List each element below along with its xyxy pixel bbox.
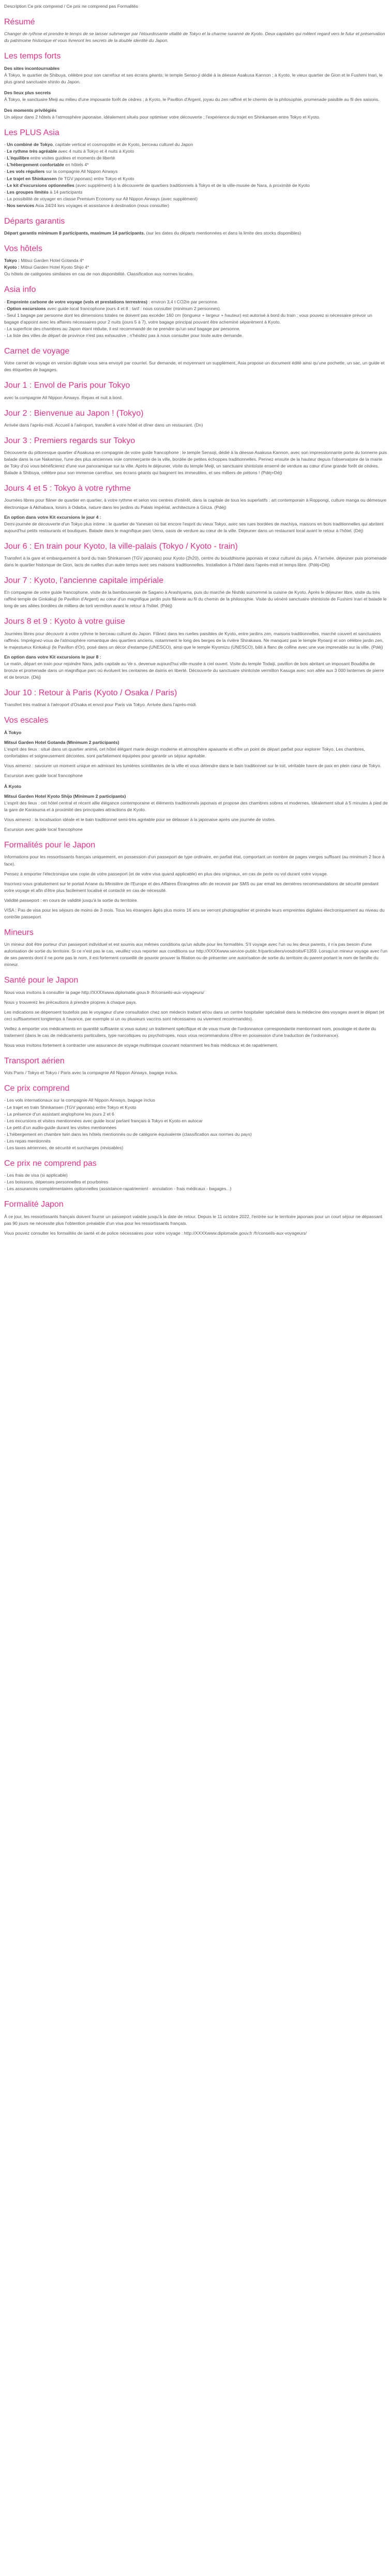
formalites-text: Validité passeport : en cours de validité jusqu'à la sortie du territoire. [4, 897, 138, 903]
day-section [4, 408, 388, 429]
day-section [4, 484, 388, 534]
plus-item [4, 175, 388, 182]
hotels-note: Ou hôtels de catégories similaires en cas de non disponibilité. Classification aux normes locales. [4, 271, 194, 277]
escales-title: Vos escales [4, 716, 49, 725]
departs-text [4, 230, 388, 237]
plus-item-text: (le TGV japonais) entre Tokyo et Kyoto [56, 175, 134, 181]
asia-info-title: Asia info [4, 285, 36, 295]
forts-group [4, 65, 388, 85]
plus-item-text: en hôtels 4* [64, 162, 89, 168]
plus-item-text: La possibilité de voyager en classe Premium Economy sur All Nippon Airways (avec supplément) [7, 196, 198, 201]
day-title: Jour 10 : Retour à Paris (Kyoto / Osaka / Paris) [4, 689, 177, 698]
list-dash: - [4, 1138, 7, 1144]
day-section [4, 541, 388, 568]
escale-hotel-name: Mitsui Garden Hotel Gotanda (Minimum 2 participants) [4, 739, 119, 745]
day-text: Demi-journée de découverte d'un Tokyo plus intime : le quartier de Yanesen où bat encore l'esprit du vieux Tokyo, avec ses rues bordées de machiya, maisons en bois traditionnelles qui abritent aujourd'hui petits restaurants et boutiques. Balade dans le magnifique parc Ueno, oasis de verdure au cœur de la ville. Déjeuner dans un restaurant local avant le retour à l'hôtel. (Déj) [4, 521, 384, 533]
forts-group-heading: Des moments privilégiés [4, 107, 57, 113]
plus-item-bold: Le rythme très agréable [7, 149, 57, 154]
plus-item [4, 202, 388, 209]
plus-item-text: , capitale vertical et cosmopolite et de Kyoto, berceau culturel du Japon [52, 142, 193, 148]
list-dash: - [4, 1145, 7, 1150]
comprend-item-text: La présence d'un assistant anglophone les jours 2 et 6 [7, 1111, 114, 1117]
list-dash: - [4, 182, 7, 188]
day-title: Jours 8 et 9 : Kyoto à votre guise [4, 617, 125, 626]
sante-text: Nous vous invitons à consulter la page http://XXXXwww.diplomatie.gouv.fr /fr/conseils-aux-voyageurs/ [4, 989, 204, 995]
list-dash: - [4, 142, 7, 148]
asia-info-item-bold: Empreinte carbone de votre voyage (vols et prestations terrestres) [7, 299, 148, 304]
sante-list [4, 989, 388, 1049]
day-text: Journées libres pour flâner de quartier en quartier, à votre rythme et selon vos centres d'intérêt, dans la capitale de tous les superlatifs : art contemporain à Roppongi, culture manga ou démesure électronique à Akihabara, loisirs à Odaiba, nature dans les jardins du Palais impérial, architecture à Ginza. (Pdéj) [4, 497, 387, 510]
transport-section [4, 1056, 388, 1076]
asia-info-item-text: avec guide local francophone jours 4 et 8 : tarif : nous consulter (minimum 2 personnes). [46, 305, 221, 311]
plus-asia-list [4, 141, 388, 209]
list-dash: - [4, 1104, 7, 1110]
comprend-item-text: Les vols internationaux sur la compagnie All Nippon Airways, bagage inclus [7, 1097, 155, 1103]
day-section [4, 380, 388, 401]
day-text: Transfert très matinal à l'aéroport d'Osaka et envol pour Paris via Tokyo. Arrivée dans l'après-midi. [4, 702, 197, 708]
list-dash: - [4, 1186, 7, 1192]
plus-item-bold: Les vols réguliers [7, 169, 45, 174]
sante-text: Veillez à emporter vos médicaments en quantité suffisante si vous suivez un traitement spécifique et de vous munir de l'ordonnance correspondante mentionnant nom, posologie et durée du traitement (dans le cas de médicaments particuliers, type narcotiques ou psychotropes, nous vous recommandons d'être en possession d'une traduction de l'ordonnance). [4, 1026, 376, 1038]
list-dash: - [4, 1173, 7, 1178]
temps-forts-title: Les temps forts [4, 52, 61, 61]
day-title: Jours 4 et 5 : Tokyo à votre rythme [4, 484, 131, 493]
ne-comprend-item [4, 1179, 388, 1185]
transport-title: Transport aérien [4, 1057, 65, 1065]
day-text: Le matin, départ en train pour rejoindre Nara, jadis capitale au Ve s. devenue aujourd'hui ville-musée à ciel ouvert. Visite du temple Todaiji, pavillon de bois abritant un imposant Bouddha de bronze et promenade dans un magnifique parc où évoluent les centaines de daims en liberté. Découverte du sanctuaire shintoïste vermillon Kasuga avec son allée aux 3 000 lanternes de pierre et de bronze. (Déj) [4, 661, 384, 680]
comprend-item [4, 1118, 388, 1124]
asia-info-item [4, 332, 388, 339]
day-section [4, 617, 388, 681]
resume-title: Résumé [4, 18, 35, 27]
document-page [0, 0, 392, 1248]
forts-group [4, 90, 388, 103]
temps-forts-section [4, 51, 388, 121]
day-text: En compagnie de votre guide francophone, visite de la bambouseraie de Sagano à Arashiyama, puis du marché de Nishiki surnommé la cuisine de Kyoto. Après le déjeuner libre, visite du très raffiné temple de Ginkakuji (le Pavillon d'Argent) au cœur d'un magnifique jardin puis flânerie au fil du chemin de la philosophie. Visite du vénéré sanctuaire shintoïste de Fushimi Inari et balade le long de ses allées bordées de milliers de torii vermillon avant le retour à l'hôtel. (Pdéj) [4, 590, 387, 609]
ne-comprend-item [4, 1185, 388, 1192]
list-dash: - [4, 155, 7, 161]
day-text: Découverte du pittoresque quartier d'Asakusa en compagnie de votre guide francophone : le temple Sensoji, dédié à la déesse Asakusa Kannon, avec son impressionnante porte du tonnerre puis balade dans la rue Nakamise, l'une des plus anciennes voie commerçante de la ville, bordée de petites échoppes traditionnelles. Pennez ensuite de la hauteur depuis l'observatoire de la mairie de Toky d'où vous bénéficierez d'une vue panoramique sur la ville. Après le déjeuner, visite du temple Meiji, un sanctuaire shintoïste enserré de verdure au cœur d'une grande forêt de cèdres. Balade à Shibuya, célèbre pour son immense carrefour, ses écrans géants qui baignent les immeubles, et ses milliers de piétons ! (Pdéj+Déj) [4, 450, 387, 476]
hotels-title: Vos hôtels [4, 244, 42, 254]
ne-comprend-item-text: Les boissons, dépenses personnelles et pourboires [7, 1179, 109, 1185]
escale-text: L'esprit des lieux : situé dans un quartier animé, cet hôtel élégant marie design moderne et atmosphère apaisante et offre un point de départ parfait pour explorer Tokyo. Les chambres, confortables et soigneusement décorées, sont parfaitement équipées pour garantir un séjour agréable. [4, 746, 365, 758]
list-dash: - [4, 202, 7, 208]
list-dash: - [4, 299, 7, 304]
day-title: Jour 3 : Premiers regards sur Tokyo [4, 436, 135, 445]
escale-city: À Tokyo [4, 729, 22, 735]
plus-item-text: Asia 24/24 lors voyages et assistance à destination (nous consulter) [34, 202, 170, 208]
hotel-item [4, 264, 388, 271]
asia-info-item-text: La superficie des chambres au Japon étant réduite, il est recommandé de ne prendre qu'un seul bagage par personne. [7, 326, 240, 331]
forts-group [4, 107, 388, 121]
plus-item [4, 155, 388, 162]
comprend-item [4, 1111, 388, 1118]
sante-text: Nous y trouverez les précautions à prendre propres à chaque pays. [4, 999, 137, 1005]
list-dash: - [4, 196, 7, 201]
asia-info-item [4, 299, 388, 305]
sante-section [4, 975, 388, 1049]
plus-item [4, 182, 388, 189]
sante-text: Nous vous invitons fortement à contracter une assurance de voyage multirisque couvrant notamment les frais médicaux et de rapatriement. [4, 1042, 278, 1048]
hotel-name: Mitsui Garden Hotel Gotanda 4* [19, 258, 84, 264]
ne-comprend-item-text: Les assurances complémentaires optionnelles (assistance-rapatriement - annulation - frais médicaux - bagages...) [7, 1186, 232, 1192]
day-option-heading: En option dans votre Kit excursions le jour 4 : [4, 514, 101, 520]
list-dash: - [4, 1124, 7, 1130]
hotel-item [4, 257, 388, 264]
day-text: Journées libres pour découvrir à votre rythme le berceau culturel du Japon. Flânez dans les ruelles paisibles de Kyoto, entre jardins zen, maisons traditionnelles, marché couvert et sanctuaires raffinés. Imprégnez-vous de l'atmosphère romantique des quartiers anciens, notamment le long des berges de la rivière Shirakawa. Ne manquez pas le temple Ryoanji et son célèbre jardin zen, le majestueux Kinkakuji (le Pavillon d'Or), posé dans un décor d'estampe (UNESCO), ainsi que le temple Kiyomizu (UNESCO), bâti à flanc de colline avec une vue imprenable sur la ville. (Pdéj) [4, 631, 384, 650]
escale-text: L'esprit des lieux : cet hôtel central et récent allie élégance contemporaine et éléments traditionnels japonais et propose des chambres sobres et modernes. Idéalement situé à 5 minutes à pied de la gare de Karasuma et à proximité des principales attractions de Kyoto. [4, 800, 388, 813]
plus-item-bold: Nos services [7, 202, 35, 208]
mineurs-title: Mineurs [4, 928, 34, 937]
forts-group-heading: Des lieux plus secrets [4, 90, 51, 95]
plus-item-bold: Un combiné de Tokyo [7, 142, 53, 148]
list-dash: - [4, 1118, 7, 1123]
list-dash: - [4, 189, 7, 195]
mineurs-section [4, 928, 388, 968]
formalites-text: Pensez à emporter l'électronique une copie de votre passeport (et de votre visa quand applicable) en plus des originaux, en cas de perte ou vol durant votre voyage. [4, 871, 328, 876]
plus-asia-title: Les PLUS Asia [4, 128, 59, 137]
formalites-text: Inscrivez-vous gratuitement sur le portail Ariane du Ministère de l'Europe et des Affaires Étrangères afin de recevoir par SMS ou par email les dernières recommandations de sécurité pendant votre voyage et afin d'être plus facilement localisé et contacté en cas de nécessité. [4, 881, 379, 893]
escale-text: Vous aimerez : la localisation idéale et le bain traditionnel semi-très agréable pour se délasser à la japonaise après une journée de visites. [4, 817, 276, 823]
day-text: Arrivée dans l'après-midi. Accueil à l'aéroport, transfert à votre hôtel et dîner dans un restaurant. (Dn) [4, 422, 203, 428]
asia-info-item-text: Seul 1 bagage par personne dont les dimensions totales ne doivent pas excéder 160 cm (longueur + largeur + hauteur) est autorisé à bord du train ; vous pouvez si nécessaire prévoir un bagage d'appoint avec les affaires nécessaires pour 2 nuits (jours 5 à 7), votre bagage principal pouvant être acheminé séparément à Kyoto. [4, 312, 372, 325]
day-title: Jour 2 : Bienvenue au Japon ! (Tokyo) [4, 408, 144, 418]
plus-item [4, 196, 388, 202]
plus-item [4, 141, 388, 148]
carnet-section [4, 346, 388, 373]
carnet-text: Votre carnet de voyage en version digitale vous sera envoyé par courriel. Sur demande, et moyennant un supplément, Asia propose un document édité ainsi qu'une pochette, un sac, un guide et des étiquettes de bagages. [4, 360, 385, 373]
ne-comprend-item [4, 1172, 388, 1179]
day-option-heading: En option dans votre Kit excursions le jour 8 : [4, 654, 101, 660]
sante-title: Santé pour le Japon [4, 976, 79, 985]
hotels-section [4, 244, 388, 277]
day-section [4, 688, 388, 708]
formalites-title: Formalités pour le Japon [4, 841, 96, 850]
departs-title: Départs garantis [4, 216, 65, 226]
resume-section [4, 17, 388, 44]
comprend-item-text: Les taxes aériennes, de sécurité et surcharges (révisables) [7, 1145, 124, 1150]
asia-info-item-bold: Option excursions [7, 305, 46, 311]
hotel-city: Tokyo : [4, 258, 20, 264]
day-text: avec la compagnie All Nippon Airways. Repas et nuit à bord. [4, 394, 123, 400]
departs-section [4, 216, 388, 237]
formalites-list [4, 854, 388, 920]
formalite-japon-section [4, 1199, 388, 1236]
plus-item [4, 162, 388, 168]
carnet-title: Carnet de voyage [4, 347, 70, 356]
list-dash: - [4, 149, 7, 154]
ne-comprend-item-text: Les frais de visa (si applicable) [7, 1173, 68, 1178]
forts-group-text: À Tokyo, le quartier de Shibuya, célèbre pour son carrefour et ses écrans géants; le temple Senso-ji dédié à la déesse Asakusa Kannon ; à Kyoto, le vieux quartier de Gion et le Fushimi Inari, le plus grand sanctuaire shinto du Japon. [4, 72, 383, 84]
formalites-text: Informations pour les ressortissants français uniquement, en possession d'un passeport de type ordinaire, en parfait état, comportant un nombre de pages vierges suffisant (au minimum 2 face à face). [4, 854, 385, 867]
comprend-item-text: L'hébergement en chambre twin dans les hôtels mentionnés ou de catégorie équivalente (classification aux normes du pays) [7, 1131, 252, 1137]
list-dash: - [4, 326, 7, 331]
list-dash: - [4, 1179, 7, 1185]
forts-group-heading: Des sites incontournables [4, 65, 59, 71]
asia-info-item [4, 305, 388, 312]
itinerary [4, 380, 388, 708]
plus-item-text: à 14 participants [48, 189, 83, 195]
comprend-title: Ce prix comprend [4, 1084, 70, 1093]
ne-comprend-section [4, 1159, 388, 1192]
list-dash: - [4, 175, 7, 181]
comprend-item [4, 1097, 388, 1104]
formalites-text: VISA : Pas de visa pour les séjours de moins de 3 mois. Tous les étrangers âgés plus moins 16 ans se verront photographier et prendre leurs empreintes digitales électroniquement au niveau du contrôle passeport. [4, 907, 385, 919]
comprend-item-text: Les repas mentionnés [7, 1138, 51, 1144]
departs-text-rest: (sur les dates du départs mentionnées et dans la limite des stocks disponibles) [145, 230, 301, 236]
comprend-item-text: Le trajet en train Shinkansen (TGV japonais) entre Tokyo et Kyoto [7, 1104, 137, 1110]
comprend-list [4, 1097, 388, 1151]
formalite-japon-title: Formalité Japon [4, 1200, 64, 1209]
escale-text: Excursion avec guide local francophone [4, 772, 83, 778]
asia-info-list [4, 299, 388, 339]
escales-section [4, 715, 388, 833]
comprend-section [4, 1084, 388, 1151]
day-section [4, 576, 388, 609]
mineurs-text: Un mineur doit être porteur d'un passeport individuel et est soumis aux mêmes conditions qu'un adulte pour les formalités. S'il voyage avec l'un ou les deux parents, il n'a pas besoin d'une autorisation de sortie du territoire. Si ce n'est pas le cas, veuillez vous reporter aux conditions sur http://XXXXwww.service-public.fr/particuliers/vosdroits/F1359. Lorsqu'un mineur voyage avec l'un de ses parents dont il ne porte pas le nom, il est fortement conseillé de pouvoir prouver la filiation ou de présenter une autorisation de sortie du territoire du parent portant le nom de famille du mineur. [4, 942, 387, 968]
transport-text: Vols Paris / Tokyo et Tokyo / Paris avec la compagnie All Nippon Airways, bagage inclus. [4, 1070, 178, 1076]
list-dash: - [4, 169, 7, 174]
escale-text: Excursion avec guide local francophone [4, 827, 83, 832]
plus-item-bold: L'équilibre [7, 155, 29, 161]
plus-item-text: (avec supplément) à la découverte de quartiers traditionnels à Tokyo et de la ville-musée de Nara, à proximité de Kyoto [74, 182, 310, 188]
plus-item-bold: Les groupes limités [7, 189, 49, 195]
forts-group-text: À Tokyo, le sanctuaire Meiji au milieu d'une imposante forêt de cèdres ; à Kyoto, le Pavillon d'Argent, joyau du zen raffiné et le chemin de la philosophie, promenade paisible au fil des saisons. [4, 96, 380, 102]
list-dash: - [4, 305, 7, 311]
plus-item-text: sur la compagnie All Nippon Airways [44, 169, 118, 174]
plus-item-bold: Le kit d'excursions optionnelles [7, 182, 74, 188]
list-dash: - [4, 162, 7, 168]
ne-comprend-list [4, 1172, 388, 1192]
forts-group-text: Un séjour dans 2 hôtels à l'atmosphère japonaise, idéalement situés pour optimiser votre découverte ; l'expérience du trajet en Shinkansen entre Tokyo et Kyoto. [4, 114, 321, 120]
comprend-item-text: Les excursions et visites mentionnées avec guide local parlant français à Tokyo et Kyoto en autocar [7, 1118, 203, 1123]
plus-item-text: avec 4 nuits à Tokyo et 4 nuits à Kyoto [57, 149, 134, 154]
comprend-item-text: Le petit d'un audio-guide durant les visites mentionnées [7, 1124, 117, 1130]
comprend-item [4, 1124, 388, 1131]
hotel-city: Kyoto : [4, 265, 20, 270]
resume-text: Changer de rythme et prendre le temps de se laisser submerger par l'étourdissante vitalité de Tokyo et la charme suranné de Kyoto. Deux capitales qui mêlent regard vers le futur et préservation du patrimoine historique et vous livreront les secrets de la double identité du Japon. [4, 31, 385, 43]
formalites-section [4, 840, 388, 920]
escale-city: À Kyoto [4, 783, 21, 789]
asia-info-item [4, 312, 388, 326]
escale-hotel [4, 729, 388, 779]
list-dash: - [4, 1131, 7, 1137]
list-dash: - [4, 1111, 7, 1117]
departs-text-bold: Départ garantis minimum 8 participants, maximum 14 participants. [4, 230, 145, 236]
plus-asia-section [4, 128, 388, 209]
list-dash: - [4, 312, 7, 318]
day-title: Jour 7 : Kyoto, l'ancienne capitale impériale [4, 576, 164, 586]
plus-item [4, 168, 388, 175]
plus-item [4, 148, 388, 155]
sante-text: Les indications se dépensent toutefois pas le voyageur d'une consultation chez son médecin traitant et/ou dans un centre hospitalier spécialisé dans la médecine des voyages avant le départ (et ceci suffisamment longtemps à l'avance, par exemple si un ou plusieurs vaccins sont nécessaires ou vivement recommandés). [4, 1009, 384, 1021]
comprend-item [4, 1131, 388, 1138]
formalite-japon-text: À ce jour, les ressortissants français doivent fournir un passeport valable jusqu'à la date de retour. Depuis le 11 octobre 2022, l'entrée sur le territoire japonais pour un court séjour ne dépassant pas 90 jours ne nécessite plus l'obtention préalable d'un visa pour les ressortissants français. [4, 1213, 383, 1226]
formalite-japon-text: Vous pouvez consulter les formalités de santé et de police nécessaires pour votre voyage : http://XXXXwww.diplomatie.gouv.fr /fr/conseils-aux-voyageurs/ [4, 1230, 307, 1236]
asia-info-item-text: : environ 3,4 t CO2/e par personne. [147, 299, 219, 304]
comprend-item [4, 1138, 388, 1145]
list-dash: - [4, 332, 7, 338]
plus-item-bold: Le trajet en Shinkansen [7, 175, 57, 181]
day-title: Jour 1 : Envol de Paris pour Tokyo [4, 381, 130, 390]
hotel-name: Mitsui Garden Hotel Kyoto Shijo 4* [19, 265, 89, 270]
asia-info-item [4, 326, 388, 332]
asia-info-item-text: La liste des villes de départ de province n'est pas exhaustive ; n'hésitez pas à nous consulter pour toute autre demande. [7, 332, 243, 338]
plus-item-bold: L'hébergement confortable [7, 162, 64, 168]
comprend-item [4, 1104, 388, 1111]
day-section [4, 436, 388, 476]
escale-text: Vous aimerez : savourer un moment unique en admirant les lumières scintillantes de la ville et vous détendre dans le bain traditionnel sur le toit, véritable havre de paix en plein cœur de Tokyo. [4, 763, 382, 768]
escale-hotel-name: Mitsui Garden Hotel Kyoto Shijo (Minimum 2 participants) [4, 793, 126, 799]
ne-comprend-title: Ce prix ne comprend pas [4, 1159, 97, 1168]
day-text: Transfert à la gare et embarquement à bord du train Shinkansen (TGV japonais) pour Kyoto (2h20), centre du bouddhisme japonais et cœur culturel du pays. À l'arrivée, déjeuner puis promenade dans le quartier historique de Gion, lacis de ruelles d'un autre temps avec ses maisons traditionnelles. Installation à l'hôtel dans l'après-midi et temps libre. (Pdéj+Déj) [4, 555, 387, 567]
plus-item [4, 189, 388, 196]
escales-list [4, 729, 388, 833]
list-dash: - [4, 1097, 7, 1103]
asia-info-section [4, 285, 388, 339]
plus-item-text: entre visites guidées et moments de liberté [29, 155, 115, 161]
top-note: Description Ce prix comprend / Ce prix ne comprend pas Formalités [4, 4, 138, 9]
escale-hotel [4, 783, 388, 833]
comprend-item [4, 1145, 388, 1151]
day-title: Jour 6 : En train pour Kyoto, la ville-palais (Tokyo / Kyoto - train) [4, 541, 238, 551]
formalite-japon-list [4, 1213, 388, 1237]
